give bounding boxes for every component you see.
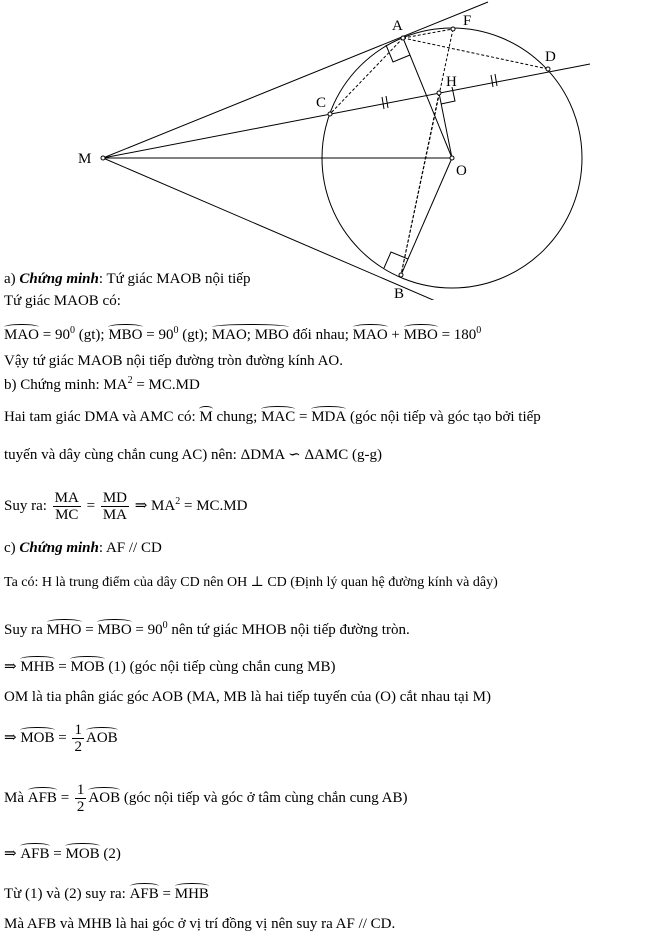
line-ratio: Suy ra: $\frac{MA}{MC}$ = $\frac{MD}{MA}$ ⇒ $MA^2 = MC.MD$	[4, 490, 248, 523]
line-part-c-heading: c) Chứng minh: AF // CD	[4, 540, 162, 556]
point-c	[328, 112, 332, 116]
line-eq-1: ⇒ MHB = MOB (1) (góc nội tiếp cùng chắn cung MB)	[4, 659, 336, 675]
line-part-a-heading: a) Chứng minh: Tứ giác MAOB nội tiếp	[4, 271, 251, 287]
fraction-ma-mc: $\frac{MA}{MC}$	[54, 490, 79, 523]
tick-c-h-2	[386, 96, 388, 108]
line-conclusion-a: Vậy tứ giác MAOB nội tiếp đường tròn đường kính AO.	[4, 353, 343, 369]
tick-c-h-1	[382, 97, 384, 109]
tick-h-d-2	[495, 74, 497, 86]
line-mob-half: ⇒ MOB = $\frac{1}{2}$ AOB	[4, 722, 118, 755]
line-eq-2: ⇒ AFB = MOB (2)	[4, 846, 121, 862]
line-final-conclusion: Mà AFB và MHB là hai góc ở vị trí đồng vị nên suy ra AF // CD.	[4, 916, 396, 932]
fraction-md-ma: $\frac{MD}{MA}$	[102, 490, 127, 523]
line-bisector: OM là tia phân giác góc AOB (MA, MB là hai tiếp tuyến của (O) cắt nhau tại M)	[4, 689, 491, 705]
segment-ob	[401, 158, 452, 275]
label-m: M	[78, 151, 92, 167]
secant-mcd	[103, 64, 590, 158]
line-from-1-2: Từ (1) và (2) suy ra: AFB = MHB	[4, 886, 209, 902]
label-h: H	[446, 74, 457, 90]
label-d: D	[545, 49, 556, 65]
label-c: C	[316, 95, 327, 111]
point-m	[101, 156, 105, 160]
segment-oa	[403, 38, 452, 158]
dashed-hb	[401, 93, 439, 275]
point-o	[450, 156, 454, 160]
line-part-b-heading: b) Chứng minh: $MA^2 = MC.MD$	[4, 375, 200, 393]
line-afb-half: Mà AFB = $\frac{1}{2}$ AOB (góc nội tiếp và góc ở tâm cùng chắn cung AB)	[4, 782, 408, 815]
line-angle-sums: MAO = $90^0$ (gt); MBO = $90^0$ (gt); MAO; MBO đối nhau; MAO + MBO = $180^0$	[4, 325, 482, 343]
line-maob-has: Tứ giác MAOB có:	[4, 293, 121, 309]
line-two-triangles: Hai tam giác DMA và AMC có: M chung; MAC = MDA (góc nội tiếp và góc tạo bởi tiếp	[4, 409, 541, 425]
fraction-half-1: $\frac{1}{2}$	[74, 722, 82, 755]
geometry-figure	[0, 0, 663, 300]
dashed-ad	[403, 38, 548, 69]
line-midpoint: Ta có: H là trung điểm của dây CD nên OH ⊥ CD (Định lý quan hệ đường kính và dây)	[4, 575, 498, 590]
point-d	[546, 67, 550, 71]
label-a: A	[392, 18, 403, 34]
point-f	[451, 27, 455, 31]
tick-h-d-1	[491, 75, 493, 87]
line-similar-triangles: tuyến và dây cùng chắn cung AC) nên: ΔDMA ∽ ΔAMC (g-g)	[4, 447, 383, 463]
point-h	[437, 91, 441, 95]
point-b	[399, 273, 403, 277]
fraction-half-2: $\frac{1}{2}$	[76, 782, 85, 815]
label-b: B	[394, 286, 405, 300]
point-a	[401, 36, 405, 40]
label-o: O	[456, 163, 467, 179]
line-mhob-cyclic: Suy ra MHO = MBO = $90^0$ nên tứ giác MHOB nội tiếp đường tròn.	[4, 620, 410, 638]
label-f: F	[463, 13, 472, 29]
